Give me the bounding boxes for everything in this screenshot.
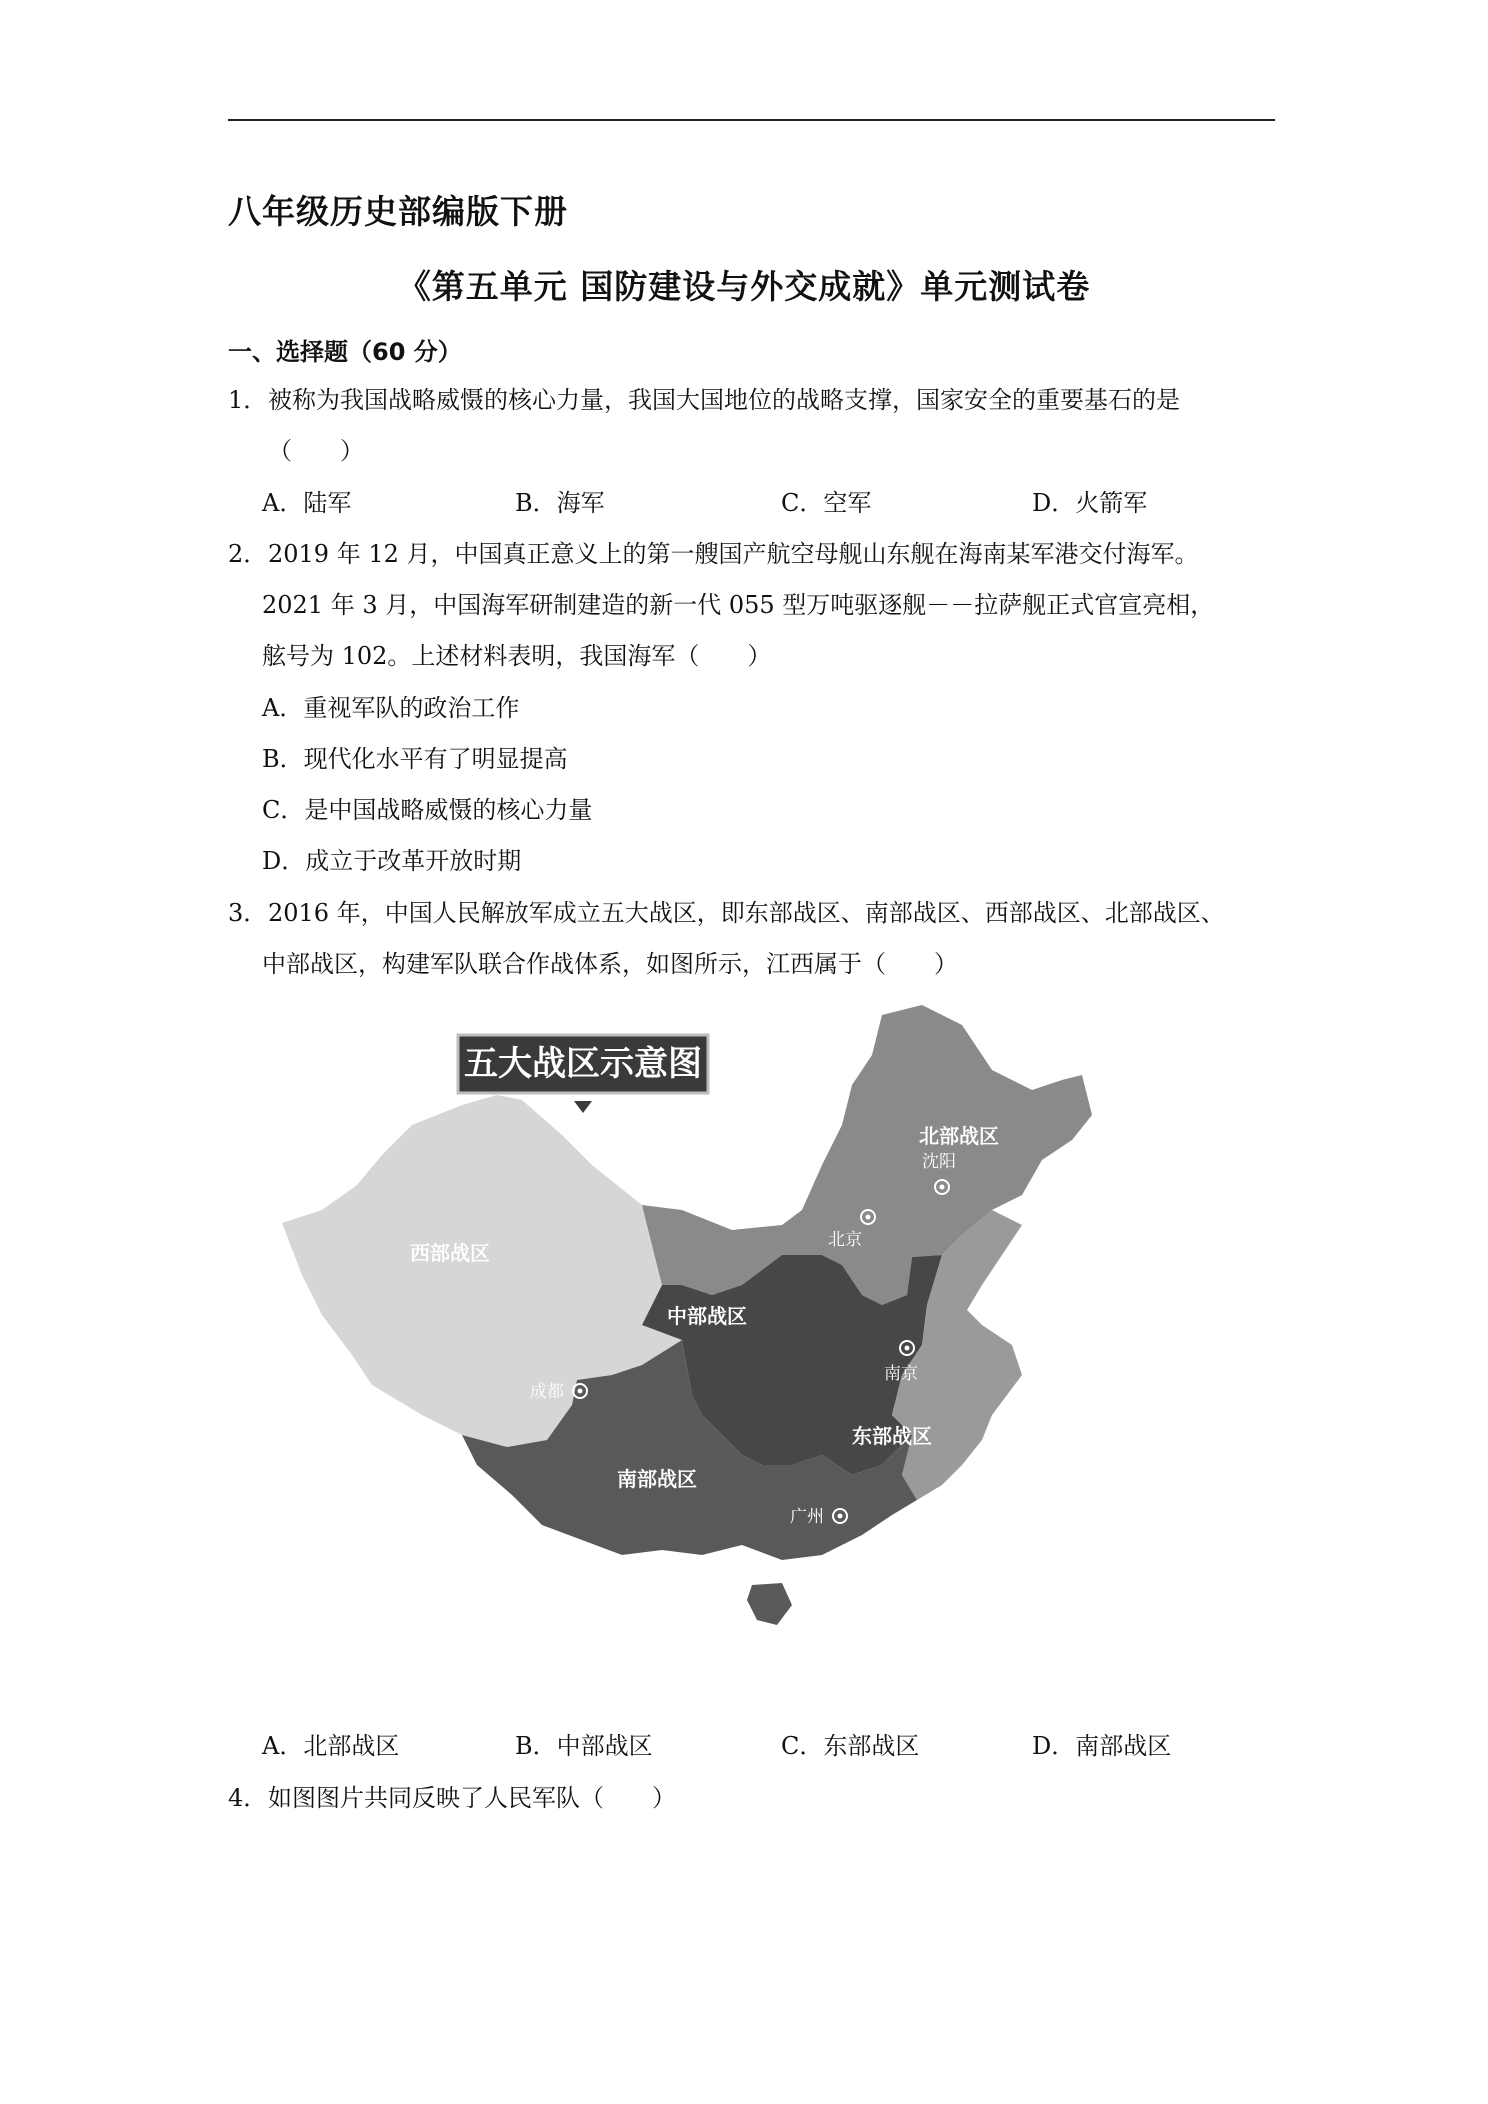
region-label-south: 南部战区 xyxy=(617,1467,697,1491)
option-b[interactable]: B．海军 xyxy=(515,489,605,517)
question-number: 3． xyxy=(228,899,268,927)
question-text-line: 2021 年 3 月，中国海军研制建造的新一代 055 型万吨驱逐舰－－拉萨舰正式官宣亮相， xyxy=(262,591,1215,619)
section-heading: 一、选择题（60 分） xyxy=(228,338,462,366)
document-title: 八年级历史部编版下册 xyxy=(228,192,568,231)
option-a[interactable]: A．重视军队的政治工作 xyxy=(262,694,520,722)
option-a[interactable]: A．陆军 xyxy=(262,489,352,517)
option-d[interactable]: D．火箭军 xyxy=(1032,489,1148,517)
question-text-line: 如图图片共同反映了人民军队（ ） xyxy=(268,1784,676,1812)
question-number: 2． xyxy=(228,540,268,568)
option-b[interactable]: B．现代化水平有了明显提高 xyxy=(262,745,568,773)
question-number: 1． xyxy=(228,386,268,414)
header-rule xyxy=(228,119,1275,121)
banner-pointer-icon xyxy=(574,1101,592,1113)
question-text-line: 被称为我国战略威慑的核心力量，我国大国地位的战略支撑，国家安全的重要基石的是 xyxy=(268,386,1180,414)
option-d[interactable]: D．南部战区 xyxy=(1032,1732,1172,1760)
map-title: 五大战区示意图 xyxy=(464,1044,702,1084)
city-label: 广州 xyxy=(790,1507,824,1527)
question-text-line: 2016 年，中国人民解放军成立五大战区，即东部战区、南部战区、西部战区、北部战区、 xyxy=(268,899,1225,927)
region-label-west: 西部战区 xyxy=(410,1241,490,1265)
question-number: 4． xyxy=(228,1784,268,1812)
option-c[interactable]: C．是中国战略威慑的核心力量 xyxy=(262,796,593,824)
question-text-line: 2019 年 12 月，中国真正意义上的第一艘国产航空母舰山东舰在海南某军港交付海军。 xyxy=(268,540,1199,568)
option-a[interactable]: A．北部战区 xyxy=(262,1732,400,1760)
option-b[interactable]: B．中部战区 xyxy=(515,1732,653,1760)
option-c[interactable]: C．空军 xyxy=(781,489,872,517)
region-label-central: 中部战区 xyxy=(667,1304,747,1328)
city-label: 南京 xyxy=(884,1364,918,1384)
region-label-north: 北部战区 xyxy=(919,1124,999,1148)
question-text-line: 舷号为 102。上述材料表明，我国海军（ ） xyxy=(262,642,772,670)
question-text-line: （ ） xyxy=(268,437,364,465)
option-d[interactable]: D．成立于改革开放时期 xyxy=(262,847,522,875)
city-label: 沈阳 xyxy=(922,1152,956,1172)
theater-command-map xyxy=(262,995,1172,1700)
city-label: 北京 xyxy=(828,1230,862,1250)
region-label-east: 东部战区 xyxy=(852,1424,932,1448)
city-label: 成都 xyxy=(530,1382,564,1402)
map-hainan-island xyxy=(747,1583,792,1625)
option-c[interactable]: C．东部战区 xyxy=(781,1732,920,1760)
document-subtitle: 《第五单元 国防建设与外交成就》单元测试卷 xyxy=(397,267,1091,306)
question-text-line: 中部战区，构建军队联合作战体系，如图所示，江西属于（ ） xyxy=(262,950,958,978)
